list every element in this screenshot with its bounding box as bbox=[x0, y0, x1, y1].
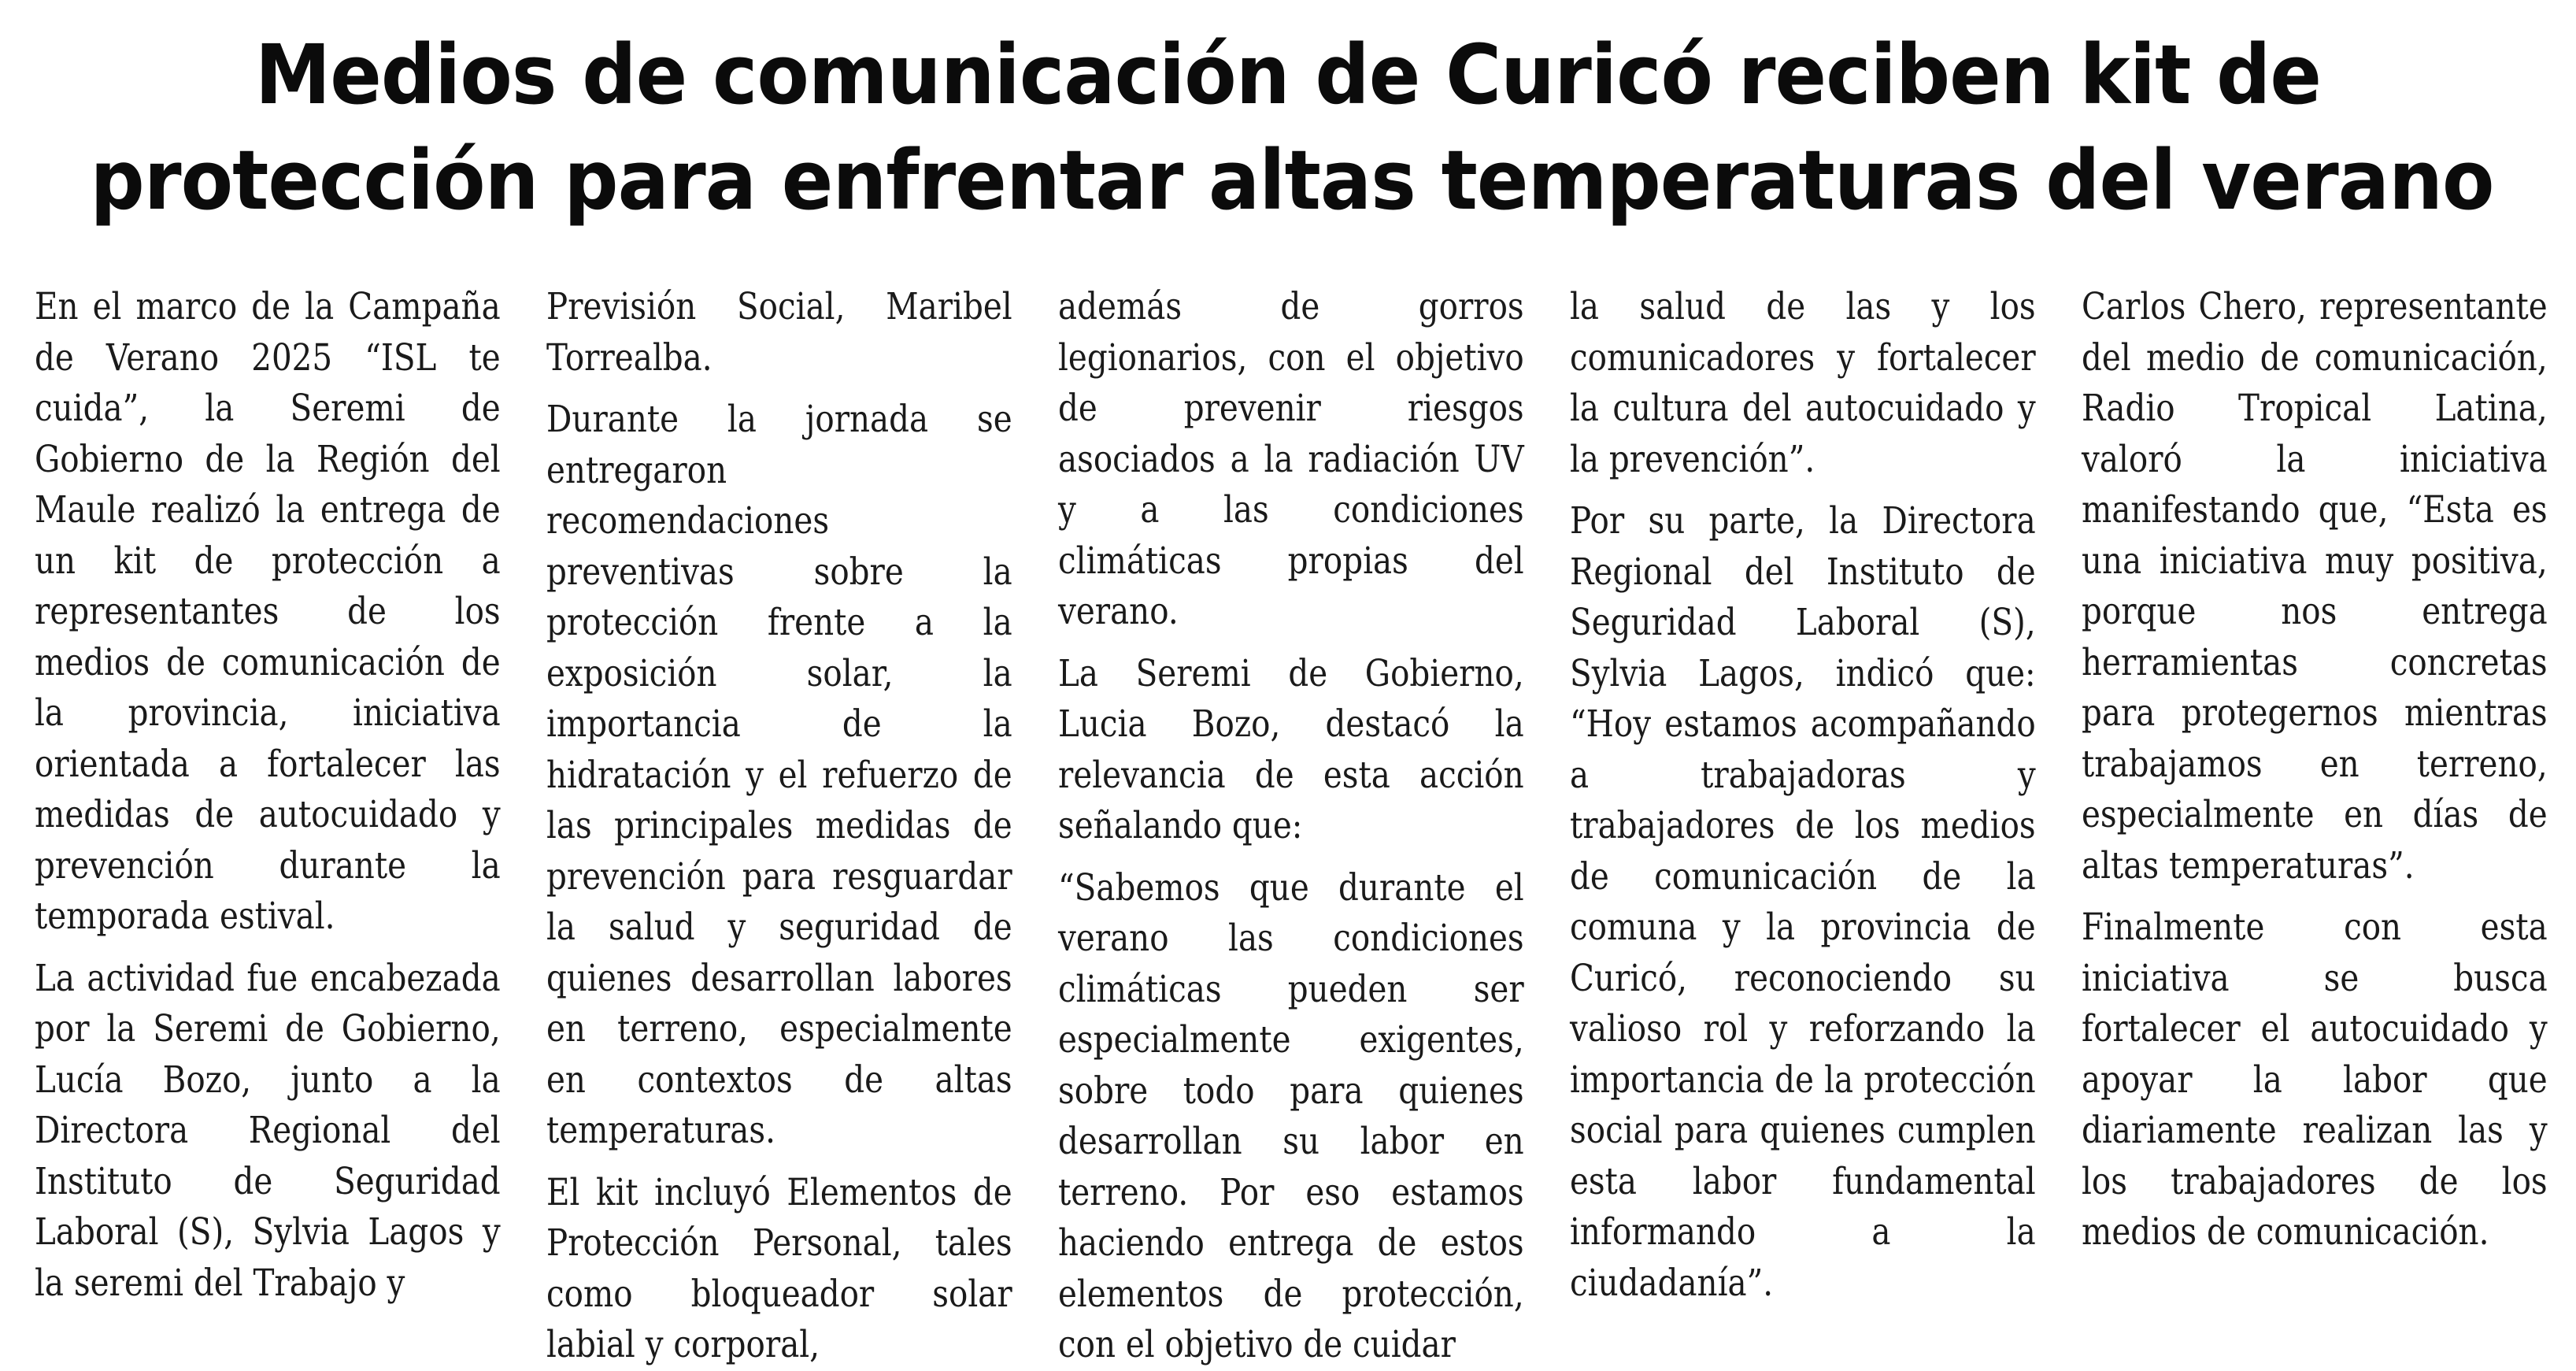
paragraph: la salud de las y los comunicadores y fortalecer la cultura del autocuidado y la prevención”. bbox=[1570, 285, 2036, 481]
text-column-3 bbox=[1058, 282, 1524, 1366]
paragraph: Por su parte, la Directora Regional del Instituto de Seguridad Laboral (S), Sylvia Lagos, indicó que: “Hoy estamos acompañando a trabajadoras y trabajadores de los medios de comunicación de la comuna y la provincia de Curicó, reconociendo su valioso rol y reforzando la importancia de la protección social para quienes cumplen esta labor fundamental informando a la ciudadanía”. bbox=[1570, 499, 2036, 1305]
text-column-2 bbox=[546, 282, 1012, 1366]
paragraph: Previsión Social, Maribel Torrealba. bbox=[546, 285, 1012, 380]
text-column-5 bbox=[2082, 282, 2548, 1321]
paragraph: “Sabemos que durante el verano las condiciones climáticas pueden ser especialmente exigentes, sobre todo para quienes desarrollan su labor en terreno. Por eso estamos haciendo entrega de estos elementos de protección, con el objetivo de cuidar bbox=[1058, 865, 1524, 1366]
headline-line-2: protección para enfrentar altas temperaturas del verano bbox=[90, 132, 2494, 228]
article-body bbox=[35, 282, 2549, 1366]
paragraph: Durante la jornada se entregaron recomendaciones preventivas sobre la protección frente a la exposición solar, la importancia de la hidratación y el refuerzo de las principales medidas de prevención para resguardar la salud y seguridad de quienes desarrollan labores en terreno, especialmente en contextos de altas temperaturas. bbox=[546, 398, 1012, 1152]
paragraph: además de gorros legionarios, con el objetivo de prevenir riesgos asociados a la radiación UV y a las condiciones climáticas propias del verano. bbox=[1058, 285, 1524, 633]
headline bbox=[90, 22, 2494, 233]
text-column-4 bbox=[1570, 282, 2036, 1321]
paragraph: En el marco de la Campaña de Verano 2025 “ISL te cuida”, la Seremi de Gobierno de la Región del Maule realizó la entrega de un kit de protección a representantes de los medios de comunicación de la provincia, iniciativa orientada a fortalecer las medidas de autocuidado y prevención durante la temporada estival. bbox=[35, 285, 501, 938]
headline-line-1: Medios de comunicación de Curicó reciben kit de bbox=[254, 27, 2322, 123]
paragraph: El kit incluyó Elementos de Protección Personal, tales como bloqueador solar labial y corporal, bbox=[546, 1170, 1012, 1366]
paragraph: Finalmente con esta iniciativa se busca fortalecer el autocuidado y apoyar la labor que diariamente realizan las y los trabajadores de los medios de comunicación. bbox=[2082, 906, 2548, 1254]
paragraph: La Seremi de Gobierno, Lucia Bozo, destacó la relevancia de esta acción señalando que: bbox=[1058, 651, 1524, 847]
text-column-1 bbox=[35, 282, 501, 1321]
paragraph: La actividad fue encabezada por la Seremi de Gobierno, Lucía Bozo, junto a la Directora Regional del Instituto de Seguridad Laboral (S), Sylvia Lagos y la seremi del Trabajo y bbox=[35, 956, 501, 1305]
paragraph: Carlos Chero, representante del medio de comunicación, Radio Tropical Latina, valoró la iniciativa manifestando que, “Esta es una iniciativa muy positiva, porque nos entrega herramientas concretas para protegernos mientras trabajamos en terreno, especialmente en días de altas temperaturas”. bbox=[2082, 285, 2548, 887]
